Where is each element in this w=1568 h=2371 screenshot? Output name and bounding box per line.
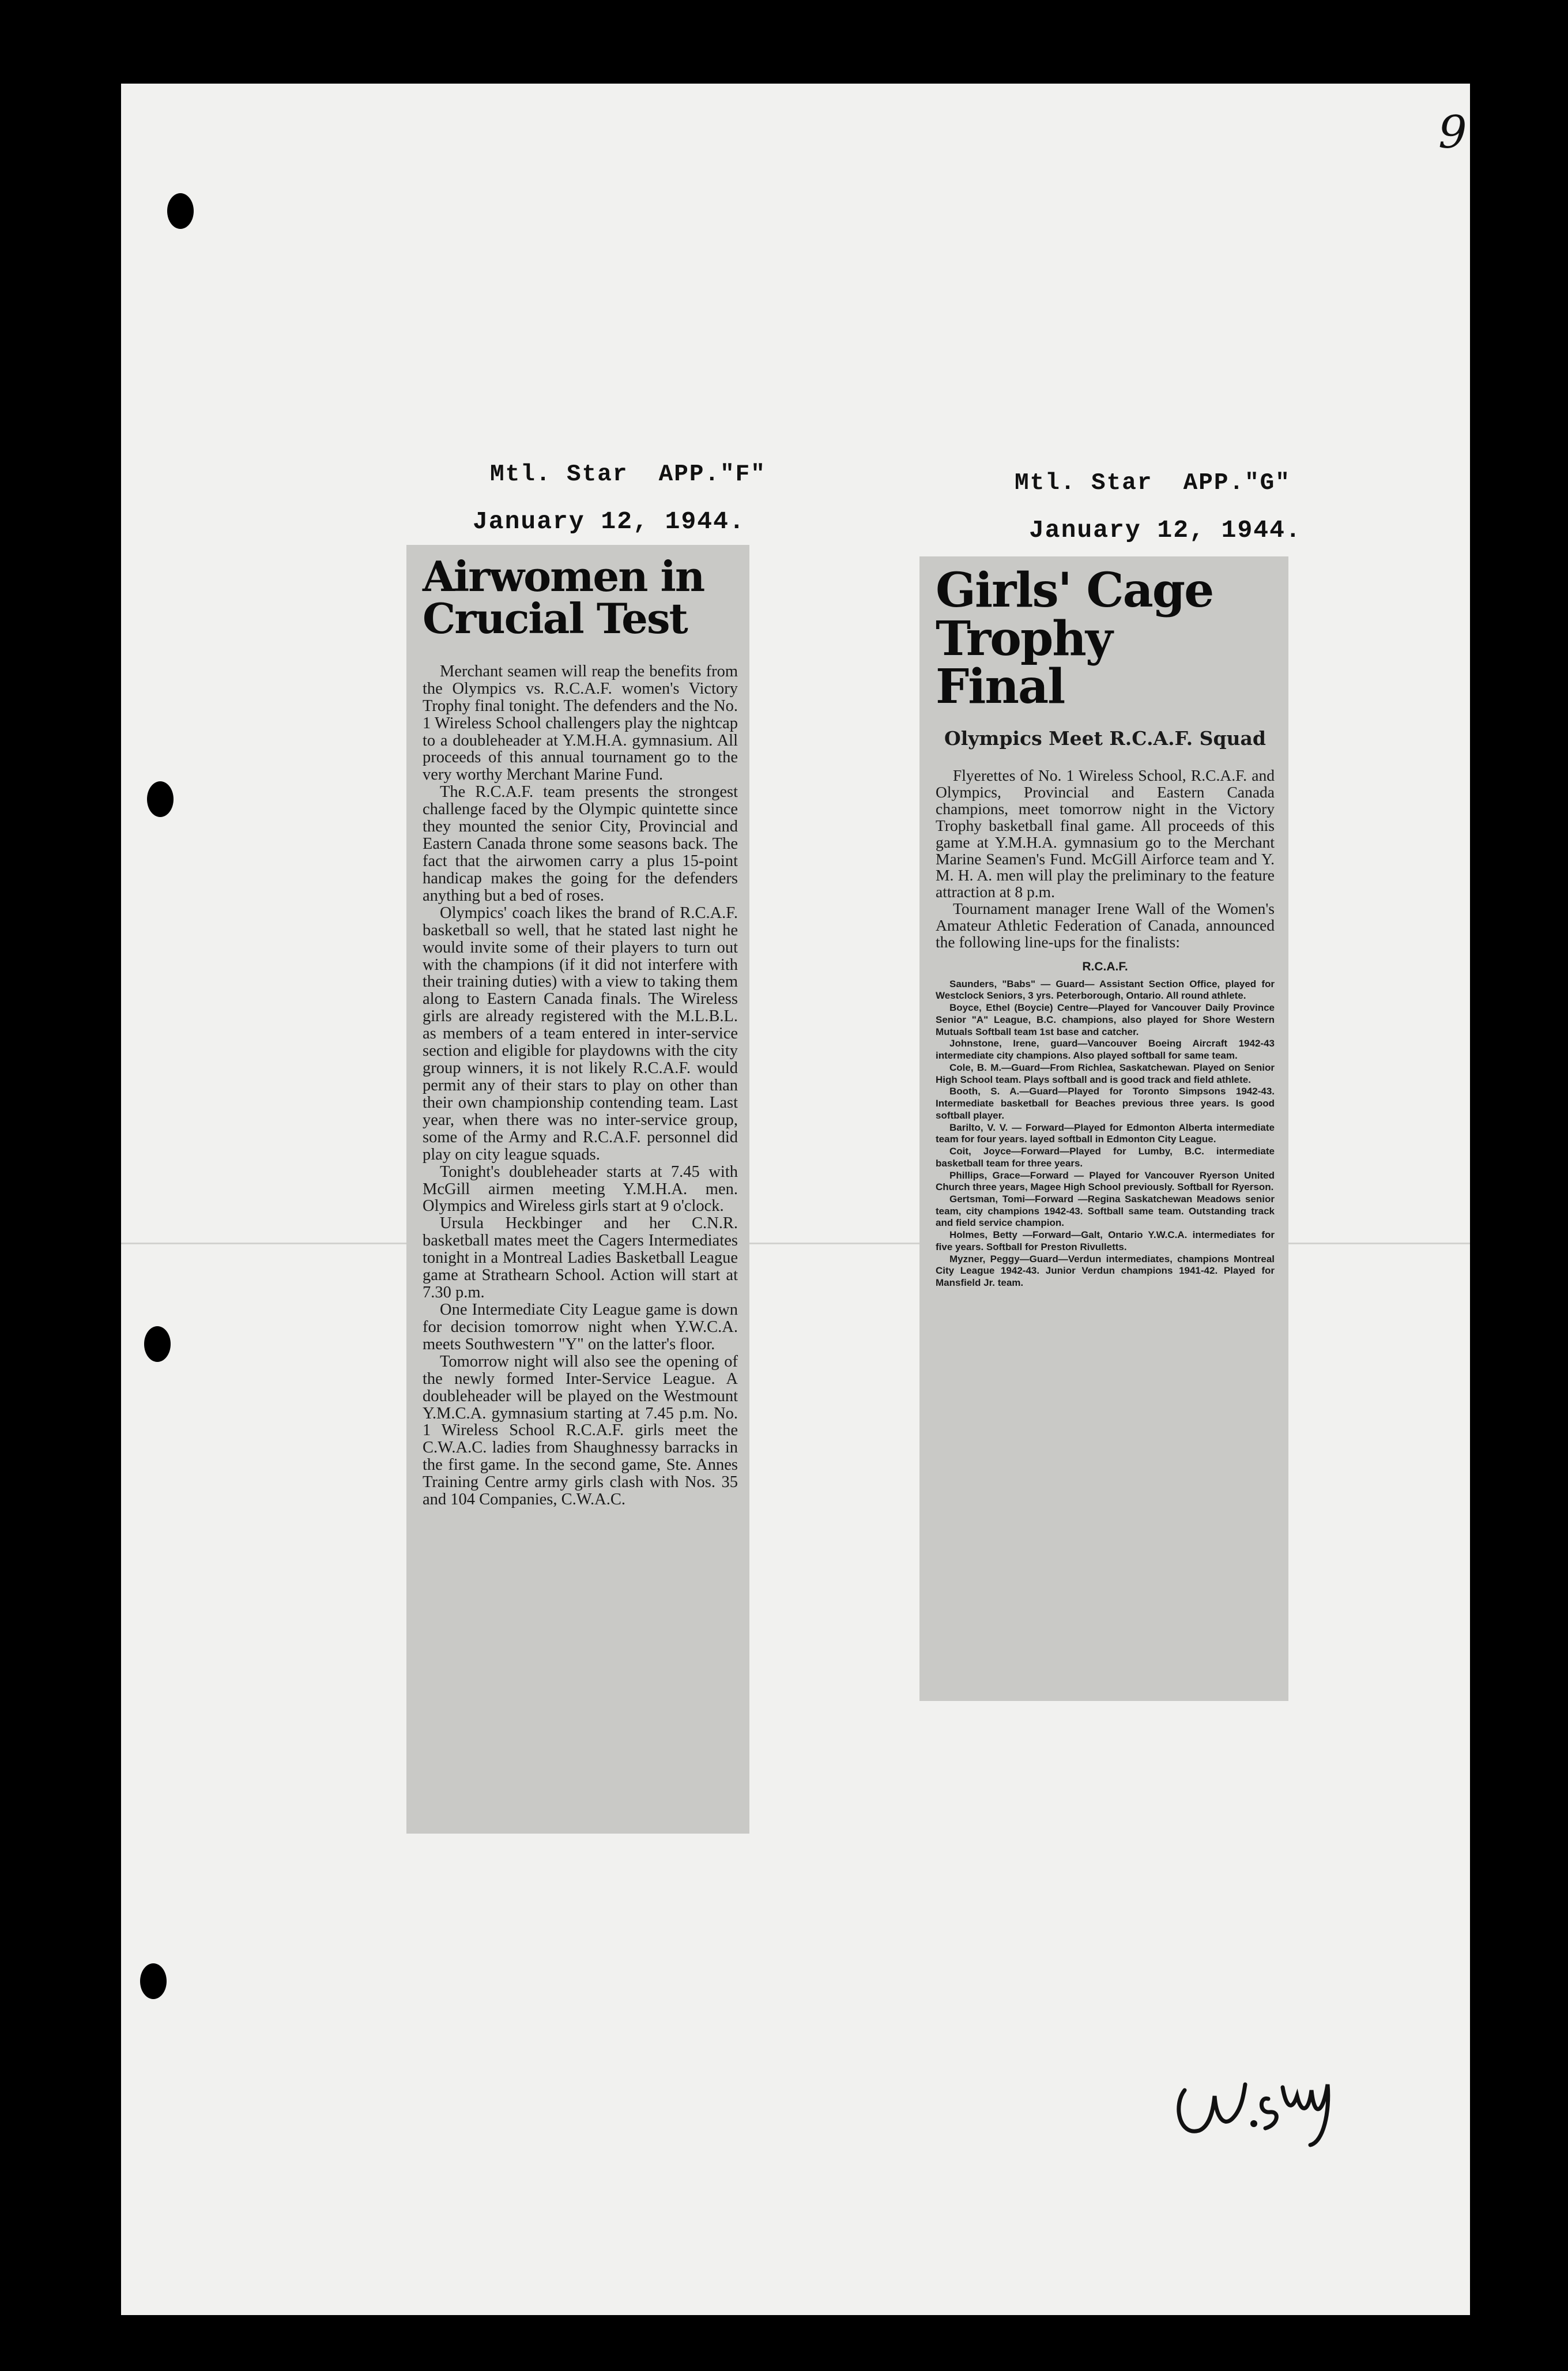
lineup-entry: Holmes, Betty —Forward—Galt, Ontario Y.W.C.A. intermediates for five years. Softball for Preston Rivulletts. (936, 1229, 1275, 1252)
clipping-g-source: Mtl. Star (1015, 470, 1153, 496)
handwritten-signature (1167, 2050, 1358, 2148)
clipping-f-body (423, 663, 738, 1508)
clipping-g-body (936, 767, 1275, 951)
clipping-g-date: January 12, 1944. (1029, 516, 1302, 544)
clipping-f-source: Mtl. Star (490, 461, 628, 488)
clipping-g-headline: Girls' Cage Trophy Final (936, 563, 1213, 715)
clipping-f-paragraph: Merchant seamen will reap the benefits from the Olympics vs. R.C.A.F. women's Victory Trophy final tonight. The defenders and the No. 1 Wireless School challengers play the nightcap to a doubleheader at Y.M.H.A. gymnasium. All proceeds of this annual tournament go to the very worthy Merchant Marine Fund. (423, 662, 738, 784)
clipping-f-paragraph: The R.C.A.F. team presents the strongest challenge faced by the Olympic quintette since they mounted the senior City, Provincial and Eastern Canada throne some seasons back. The fact that the airwomen carry a plus 15-point handicap makes the going for the defenders anything but a bed of roses. (423, 783, 738, 905)
lineup-entry: Gertsman, Tomi—Forward —Regina Saskatchewan Meadows senior team, city champions 1942-43. Softball same team. Outstanding track and field service champion. (936, 1193, 1275, 1229)
lineup-entry: Johnstone, Irene, guard—Vancouver Boeing Aircraft 1942-43 intermediate city champions. Also played softball for same team. (936, 1038, 1275, 1062)
lineup-entry: Myzner, Peggy—Guard—Verdun intermediates, champions Montreal City League 1942-43. Junior Verdun champions 1941-42. Played for Mansfield Jr. team. (936, 1253, 1275, 1289)
newspaper-clipping-g (919, 556, 1288, 1701)
lineup-entry: Saunders, "Babs" — Guard— Assistant Section Office, played for Westclock Seniors, 3 yrs. Peterborough, Ontario. All round athlete. (936, 978, 1275, 1002)
lineup-entry: Barilto, V. V. — Forward—Played for Edmonton Alberta intermediate team for four years. layed softball in Edmonton City League. (936, 1121, 1275, 1145)
clipping-f-date: January 12, 1944. (473, 507, 745, 536)
clipping-g-paragraph: Tournament manager Irene Wall of the Women's Amateur Athletic Federation of Canada, announced the following line-ups for the finalists: (936, 900, 1275, 951)
lineup-section-label: R.C.A.F. (1082, 959, 1128, 973)
clipping-g-paragraph: Flyerettes of No. 1 Wireless School, R.C.A.F. and Olympics, Provincial and Eastern Canada champions, meet tomorrow night in the Victory Trophy basketball final game. All proceeds of this game at Y.M.H.A. gymnasium go to the Merchant Marine Seamen's Fund. McGill Airforce team and Y. M. H. A. men will play the preliminary to the feature attraction at 8 p.m. (936, 766, 1275, 901)
lineup-entry: Coit, Joyce—Forward—Played for Lumby, B.C. intermediate basketball team for three years. (936, 1146, 1275, 1169)
clipping-f-paragraph: One Intermediate City League game is down for decision tomorrow night when Y.W.C.A. meets Southwestern "Y" on the latter's floor. (423, 1300, 738, 1353)
page-number: 9 (1438, 107, 1467, 159)
clipping-f-headline: Airwomen in Crucial Test (423, 552, 704, 643)
lineup-entry: Phillips, Grace—Forward — Played for Vancouver Ryerson United Church three years, Magee High School previously. Softball for Ryerson. (936, 1169, 1275, 1193)
clipping-f-paragraph: Tomorrow night will also see the opening of the newly formed Inter-Service League. A doubleheader will be played on the Westmount Y.M.C.A. gymnasium starting at 7.45 p.m. No. 1 Wireless School R.C.A.F. girls meet the C.W.A.C. ladies from Shaughnessy barracks in the first game. In the second game, Ste. Annes Training Centre army girls clash with Nos. 35 and 104 Companies, C.W.A.C. (423, 1352, 738, 1509)
clipping-g-appendix: APP."G" (1183, 470, 1291, 496)
clipping-f-paragraph: Olympics' coach likes the brand of R.C.A.F. basketball so well, that he stated last night he would invite some of their players to turn out with the champions (if it did not interfere with their training duties) with a view to taking them along to Eastern Canada finals. The Wireless girls are already registered with the M.L.B.L. as members of a team entered in inter-service section and eligible for playdowns with the city group winners, it is not likely R.C.A.F. would permit any of their stars to play on other than their own championship contending team. Last year, when there was no inter-service group, some of the Army and R.C.A.F. personnel did play on city league squads. (423, 904, 738, 1164)
clipping-f-paragraph: Ursula Heckbinger and her C.N.R. basketball mates meet the Cagers Intermediates tonight in a Montreal Ladies Basketball League game at Strathearn School. Action will start at 7.30 p.m. (423, 1214, 738, 1302)
binder-hole (140, 1963, 167, 1999)
newspaper-clipping-f (406, 545, 749, 1834)
lineup-list (936, 978, 1275, 1289)
clipping-f-source-line (490, 461, 766, 488)
clipping-g-source-line (1015, 470, 1291, 496)
clipping-g-subheadline: Olympics Meet R.C.A.F. Squad (944, 727, 1267, 750)
binder-hole (167, 193, 194, 229)
binder-hole (144, 1326, 171, 1362)
lineup-entry: Boyce, Ethel (Boycie) Centre—Played for Vancouver Daily Province Senior "A" League, B.C. champions, also played for Shore Western Mutuals Softball team 1st base and catcher. (936, 1002, 1275, 1037)
clipping-f-paragraph: Tonight's doubleheader starts at 7.45 with McGill airmen meeting Y.M.H.A. men. Olympics and Wireless girls start at 9 o'clock. (423, 1162, 738, 1215)
clipping-f-appendix: APP."F" (658, 461, 766, 488)
lineup-entry: Booth, S. A.—Guard—Played for Toronto Simpsons 1942-43. Intermediate basketball for Beaches previous three years. Is good softball player. (936, 1086, 1275, 1121)
lineup-entry: Cole, B. M.—Guard—From Richlea, Saskatchewan. Played on Senior High School team. Plays softball and is good track and field athlete. (936, 1062, 1275, 1085)
binder-hole (147, 781, 174, 817)
